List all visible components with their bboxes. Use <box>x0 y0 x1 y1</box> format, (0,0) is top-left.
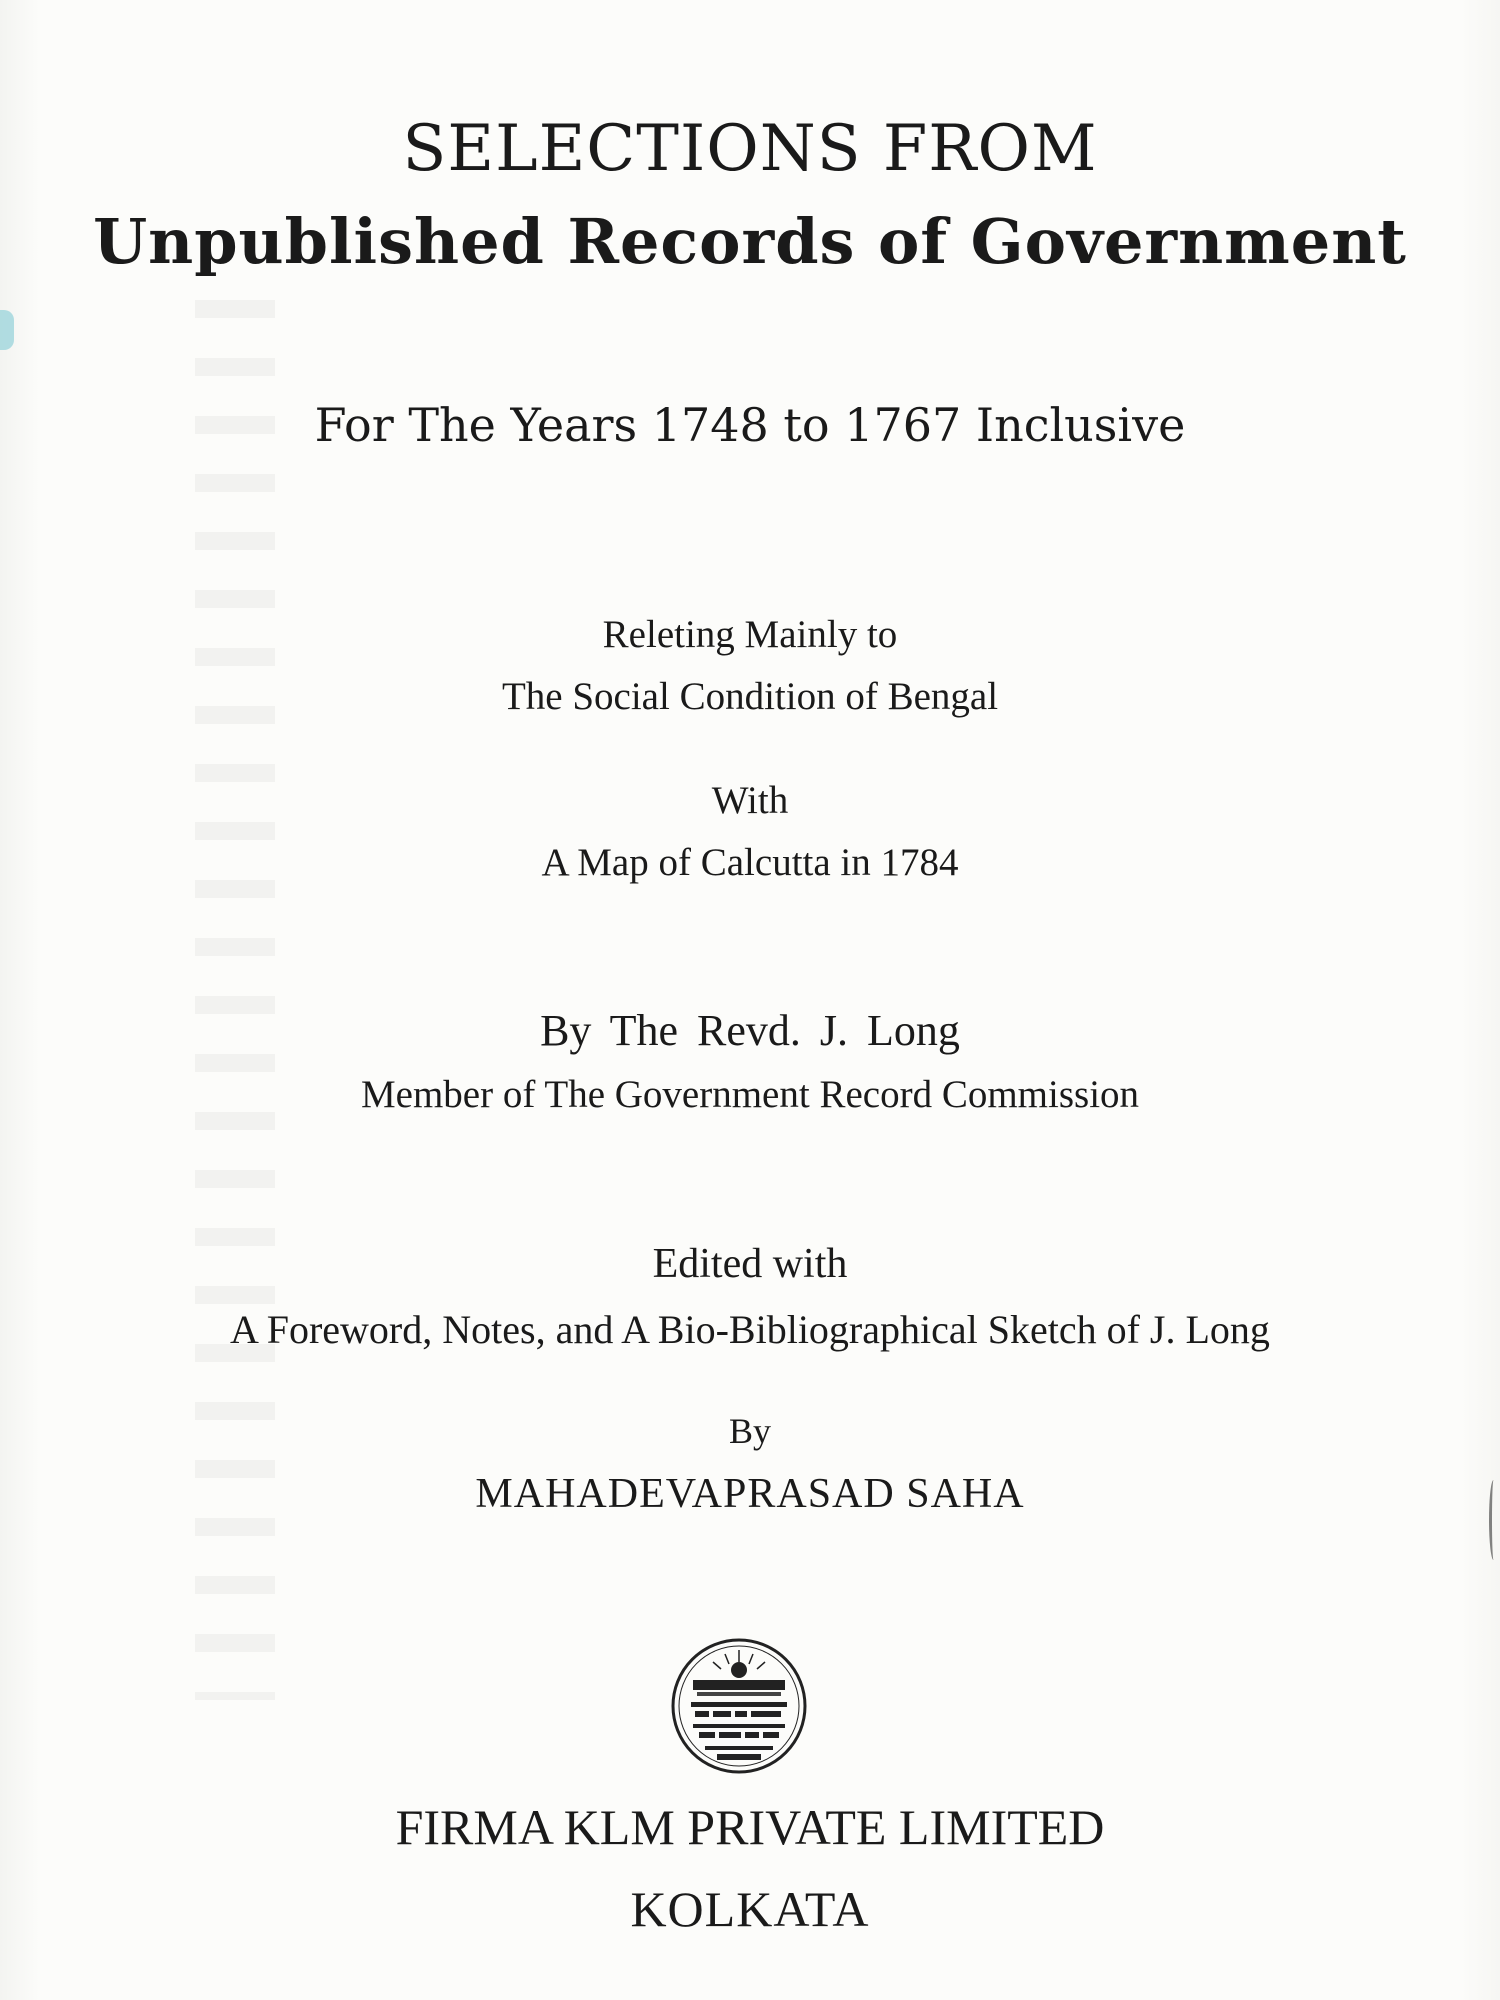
publisher-seal-icon <box>669 1636 809 1776</box>
publisher-name: FIRMA KLM PRIVATE LIMITED <box>395 1799 1105 1855</box>
with-line-1: With <box>711 779 789 822</box>
edited-line-2: A Foreword, Notes, and A Bio-Bibliographical Sketch of J. Long <box>230 1307 1270 1352</box>
relating-line-1: Releting Mainly to <box>602 613 898 656</box>
title-line-1: SELECTIONS FROM <box>402 112 1098 186</box>
relating-line-2: The Social Condition of Bengal <box>501 675 999 718</box>
years-subtitle: For The Years 1748 to 1767 Inclusive <box>314 398 1186 452</box>
editor-name: MAHADEVAPRASAD SAHA <box>475 1471 1025 1517</box>
edited-line-1: Edited with <box>652 1241 848 1287</box>
with-line-2: A Map of Calcutta in 1784 <box>541 841 959 884</box>
author-line: By The Revd. J. Long <box>540 1006 960 1055</box>
editor-by: By <box>728 1411 771 1451</box>
page-edge-tab <box>0 310 14 350</box>
title-line-2: Unpublished Records of Government <box>93 205 1407 278</box>
author-title-line: Member of The Government Record Commission <box>360 1073 1140 1116</box>
publisher-city: KOLKATA <box>630 1881 870 1937</box>
